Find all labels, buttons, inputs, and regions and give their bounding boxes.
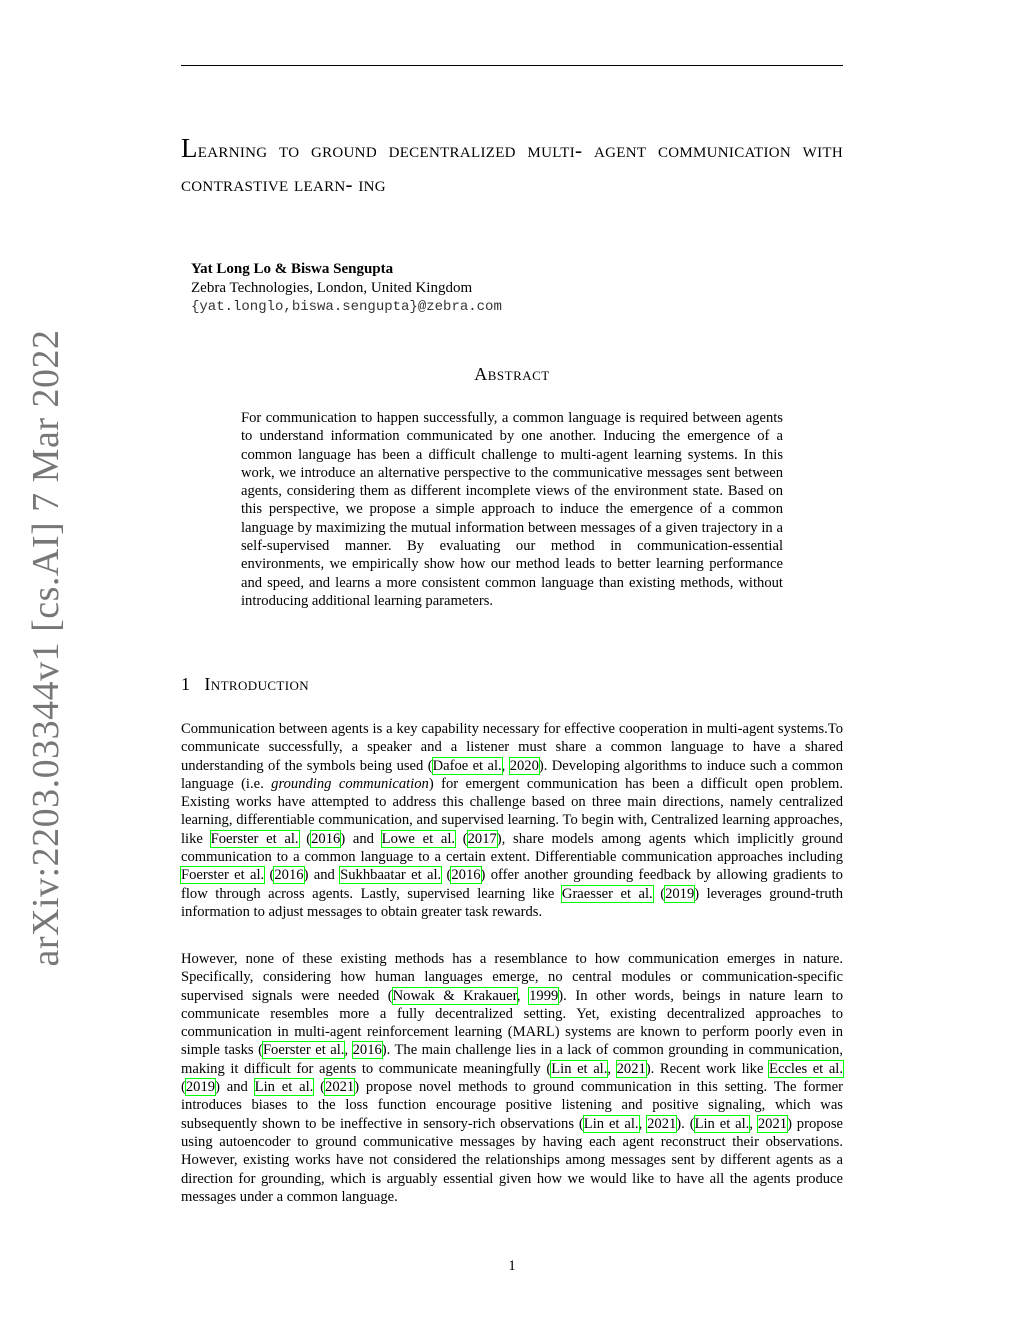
title-line-1: earning to ground decentralized multi- [197,138,583,162]
citation-link[interactable]: 2021 [757,1115,788,1132]
page-number: 1 [508,1258,516,1274]
text-run: ) propose using autoencoder to ground communicative messages by having each agent reconstruct their observations. However, existing works have not considered the relationships among messages sent by different agents as a direction for grounding, which is arguably essential given how we would like to have all the agents produce messages under a common language. [181,1115,844,1205]
text-run: ( [455,830,468,847]
text-run: ) leverages ground-truth information to adjust messages to obtain greater task rewards. [181,885,843,920]
intro-paragraph-1 [181,720,843,921]
section-heading-introduction [181,674,309,695]
author-block [191,260,502,317]
citation-link[interactable]: 2016 [274,867,304,884]
author-affiliation: Zebra Technologies, London, United Kingdom [191,280,473,296]
citation-link[interactable]: 2016 [352,1042,382,1059]
text-run: ), share models among agents which implicitly ground communication to a common language to a certain extent. Differentiable communication approaches including [181,830,843,866]
citation-link[interactable]: 2020 [509,757,539,774]
citation-link[interactable]: Eccles et al. [769,1060,844,1077]
author-names: Yat Long Lo & Biswa Sengupta [191,261,394,277]
text-run: ( [313,1079,326,1096]
abstract-heading: Abstract [474,364,550,384]
text-run: Communication between agents is a key capability necessary for effective cooperation in multi-agent systems.To communicate successfully, a speaker and a listener must share a common language to have a shared understanding of the symbols being used ( [181,721,843,774]
text-run: ). ( [676,1115,695,1132]
text-run: ). In other words, beings in nature learn to communicate resembles more a fully decentralized setting. Yet, existing decentralized approaches to communication in multi-agent reinforcement learning (MARL) systems are known to perform poorly even in simple tasks ( [181,987,843,1059]
author-email: {yat.longlo,biswa.sengupta}@zebra.com [191,299,502,315]
top-rule [181,65,843,66]
citation-link[interactable]: Foerster et al. [262,1042,345,1059]
emphasis-text: grounding communication [271,775,429,792]
text-run: However, none of these existing methods has a resemblance to how communication emerges in nature. Specifically, considering how human languages emerge, no central modules or communication-specific supervised signals were needed ( [181,951,843,1004]
citation-link[interactable]: Nowak & Krakauer [392,987,517,1004]
text-run: ) and [303,867,341,884]
citation-link[interactable]: Foerster et al. [181,867,265,884]
citation-link[interactable]: 2019 [185,1079,216,1096]
citation-link[interactable]: 2017 [467,830,497,847]
citation-link[interactable]: Dafoe et al. [432,757,502,774]
text-run: , [516,987,530,1004]
section-title: Introduction [204,674,310,694]
citation-link[interactable]: 2016 [451,867,481,884]
title-initial: L [181,133,198,163]
citation-link[interactable]: 2021 [647,1115,677,1132]
citation-link[interactable]: 2019 [665,885,695,902]
citation-link[interactable]: Lin et al. [254,1079,314,1096]
text-run: ) propose novel methods to ground communication in this setting. The former introduces biases to the loss function encourage positive listening and positive signaling, which was subsequently shown to be ineffective in sensory-rich observations ( [181,1079,843,1132]
title-line-2: agent communication with contrastive learn- [181,138,843,196]
text-run: ). The main challenge lies in a lack of common grounding in communication, making it difficult for agents to communicate meaningfully ( [181,1042,844,1077]
citation-link[interactable]: Lin et al. [551,1060,608,1077]
text-run: ( [298,830,312,847]
citation-link[interactable]: Graesser et al. [561,885,653,902]
text-run: ( [652,885,666,902]
text-run: ). Developing algorithms to induce such a common language (i.e. [181,757,844,792]
text-run: ). Recent work like [645,1060,770,1077]
citation-link[interactable]: 2016 [311,830,341,847]
citation-link[interactable]: 1999 [529,987,559,1004]
text-run: , [749,1115,758,1132]
paper-title [181,131,843,201]
citation-link[interactable]: Lin et al. [583,1115,639,1132]
intro-paragraph-2 [181,950,843,1206]
section-number: 1 [181,674,191,694]
citation-link[interactable]: Lin et al. [694,1115,750,1132]
citation-link[interactable]: 2021 [616,1060,646,1077]
citation-link[interactable]: Foerster et al. [210,830,299,847]
citation-link[interactable]: 2021 [325,1079,355,1096]
text-run: ) offer another grounding feedback by allowing gradients to flow through across agents. Lastly, supervised learning like [181,867,843,902]
text-run: ) and [340,830,382,847]
text-run: ) and [215,1079,255,1096]
text-run: , [607,1060,617,1077]
citation-link[interactable]: Sukhbaatar et al. [340,867,442,884]
citation-link[interactable]: Lowe et al. [381,830,456,847]
text-run: , [638,1115,648,1132]
text-run: , [501,757,510,774]
abstract-text: For communication to happen successfully, a common language is required between agents to understand information communicated by one another. Inducing the emergence of a common language has been a difficult challenge to multi-agent learning systems. In this work, we introduce an alternative perspective to the communicative messages sent between agents, considering them as different incomplete views of the environment state. Based on this perspective, we propose a simple approach to induce the emergence of a common language by maximizing the mutual information between messages of a given trajectory in a self-supervised manner. By evaluating our method in communication-essential environments, we empirically show how our method leads to better learning performance and speed, and learns a more consistent common language than existing methods, without introducing additional learning parameters. [241,410,783,609]
text-run: , [344,1042,353,1059]
text-run: ) for emergent communication has been a difficult open problem. Existing works have attempted to address this challenge based on three main directions, namely centralized learning, differentiable communication, and supervised learning. To begin with, Centralized learning approaches, like [181,775,843,847]
title-line-3: ing [358,172,386,196]
text-run: ( [441,867,452,884]
text-run: ( [181,1079,186,1096]
arxiv-sidebar-stamp: arXiv:2203.03344v1 [cs.AI] 7 Mar 2022 [25,329,67,967]
text-run: ( [264,867,275,884]
